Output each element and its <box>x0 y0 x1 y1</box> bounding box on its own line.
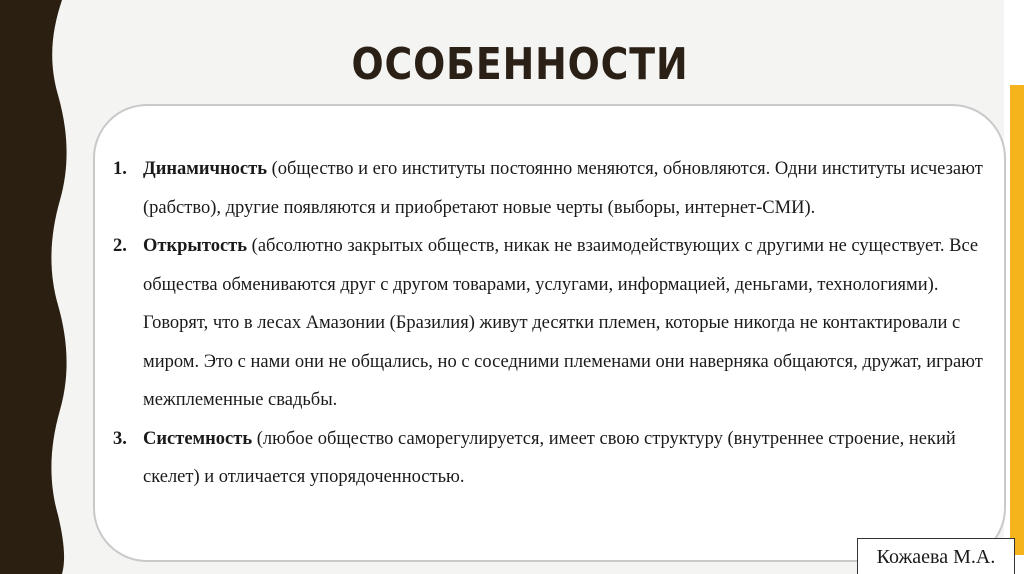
right-accent-bar <box>1010 85 1024 555</box>
item-text: (общество и его институты постоянно меняются, обновляются. Одни институты исчезают (рабство), другие появляются и приобретают новые черты (выборы, интернет-СМИ). <box>143 159 983 218</box>
item-term: Динамичность <box>143 159 267 179</box>
list-item-openness <box>113 227 983 420</box>
list-item-systemness <box>113 420 983 497</box>
slide-title: ОСОБЕННОСТИ <box>351 39 689 90</box>
item-text: (любое общество саморегулируется, имеет свою структуру (внутреннее строение, некий скелет) и отличается упорядоченностью. <box>143 428 956 487</box>
features-list <box>113 150 983 497</box>
item-number: 1. <box>113 159 127 179</box>
item-term: Системность <box>143 428 253 449</box>
item-text: (абсолютно закрытых обществ, никак не взаимодействующих с другими не существует. Все общества обмениваются друг с другом товарами, услугами, информацией, деньгами, технологиями). Говорят, что в лесах Амазонии (Бразилия) живут десятки племен, которые никогда не контактировали с миром. Это с нами они не общались, но с соседними племенами они наверняка общаются, дружат, играют межплеменные свадьбы. <box>143 236 983 410</box>
author-label: Кожаева М.А. <box>857 538 1015 574</box>
list-item-dynamism <box>113 150 983 227</box>
item-term: Открытость <box>143 236 248 256</box>
item-number: 2. <box>113 236 127 256</box>
left-wavy-decoration <box>0 0 80 574</box>
item-number: 3. <box>113 428 127 449</box>
